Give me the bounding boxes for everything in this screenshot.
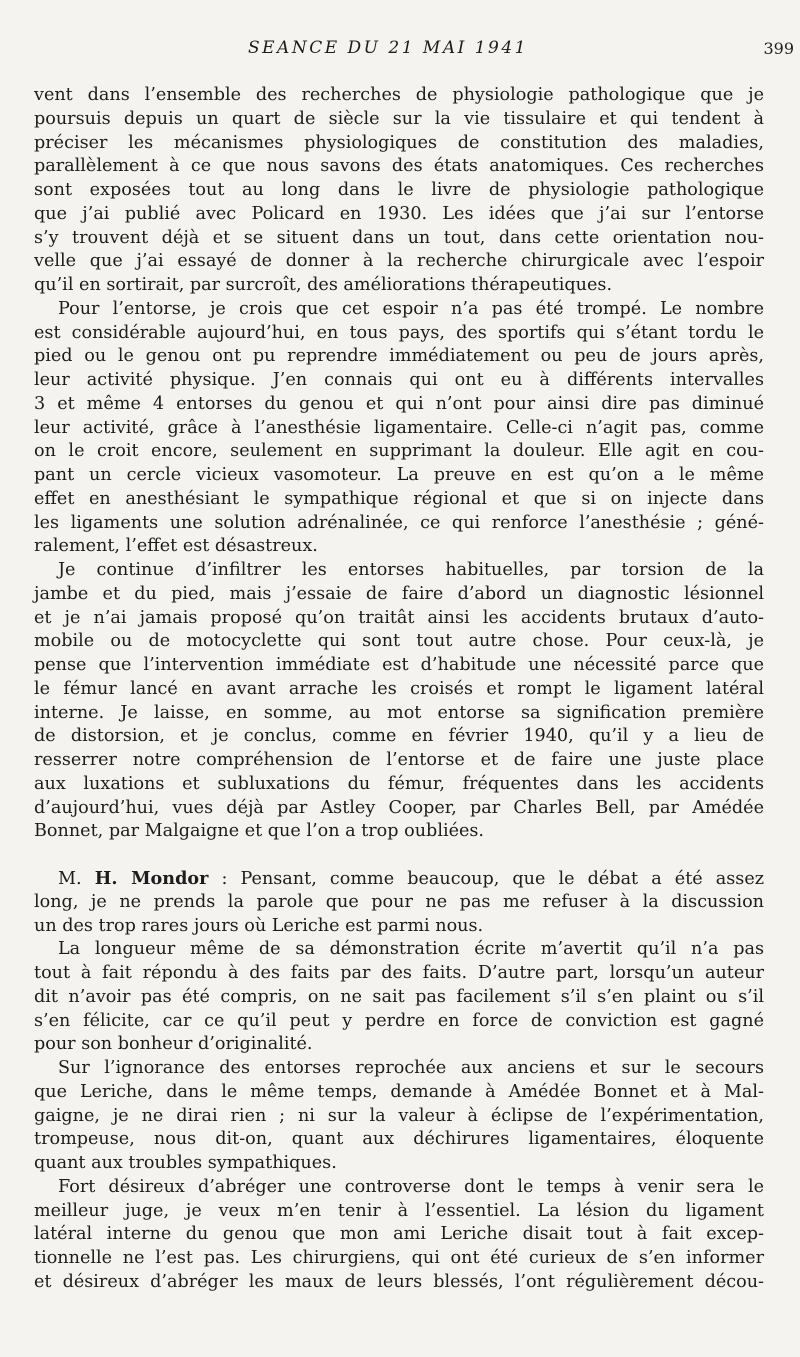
text-line: long, je ne prends la parole que pour ne pas me refuser à la discussion (34, 891, 764, 912)
paragraph-entorse-espoir (34, 298, 764, 559)
text-line: meilleur juge, je veux m’en tenir à l’essentiel. La lésion du ligament (34, 1200, 764, 1221)
text-line: un des trop rares jours où Leriche est parmi nous. (34, 915, 484, 936)
speaker-prefix: M. (58, 869, 95, 889)
page-number: 399 (763, 39, 794, 58)
text-line: effet en anesthésiant le sympathique régional et que si on injecte dans (34, 488, 764, 509)
text-line: pied ou le genou ont pu reprendre immédiatement ou peu de jours après, (34, 346, 764, 367)
text-line: dit n’avoir pas été compris, on ne sait pas facilement s’il s’en plaint ou s’il (34, 986, 764, 1007)
paragraph-controverse (34, 1176, 764, 1295)
text-line: latéral interne du genou que mon ami Leriche disait tout à fait excep- (34, 1224, 764, 1245)
text-line: mobile ou de motocyclette qui sont tout autre chose. Pour ceux-là, je (34, 631, 764, 652)
paragraph-leriche-continuation (34, 84, 764, 298)
text-line (34, 867, 764, 891)
text-line: pense que l’intervention immédiate est d’habitude une nécessité parce que (34, 655, 764, 675)
text-line: tionnelle ne l’est pas. Les chirurgiens, qui ont été curieux de s’en informer (34, 1248, 764, 1268)
running-head (0, 38, 800, 62)
text-line: on le croit encore, seulement en supprimant la douleur. Elle agit en cou- (34, 441, 764, 462)
paragraph-infiltration (34, 559, 764, 844)
running-title: SEANCE DU 21 MAI 1941 (248, 38, 528, 58)
text-line: d’aujourd’hui, vues déjà par Astley Cooper, par Charles Bell, par Amédée (34, 797, 764, 818)
text-line: velle que j’ai essayé de donner à la recherche chirurgicale avec l’espoir (34, 251, 764, 272)
text-line: pour son bonheur d’originalité. (34, 1034, 313, 1055)
text-line: pant un cercle vicieux vasomoteur. La preuve en est qu’on a le même (34, 465, 764, 485)
text-line: et je n’ai jamais proposé qu’on traitât ainsi les accidents brutaux d’auto- (34, 607, 764, 628)
text-line: Fort désireux d’abréger une controverse dont le temps à venir sera le (58, 1176, 764, 1197)
text-line: interne. Je laisse, en somme, au mot entorse sa signification première (34, 702, 764, 723)
text-line: le fémur lancé en avant arrache les croisés et rompt le ligament latéral (34, 678, 764, 699)
text-line: poursuis depuis un quart de siècle sur la vie tissulaire et qui tendent à (34, 108, 764, 129)
text-line: leur activité physique. J’en connais qui ont eu à différents intervalles (34, 370, 764, 390)
text-line: sont exposées tout au long dans le livre de physiologie pathologique (34, 180, 764, 200)
speaker-line-rest: : Pensant, comme beaucoup, que le débat a été assez (208, 869, 764, 889)
text-line: qu’il en sortirait, par surcroît, des améliorations thérapeutiques. (34, 275, 613, 295)
text-line: de distorsion, et je conclus, comme en février 1940, qu’il y a lieu de (34, 726, 764, 747)
text-line: 3 et même 4 entorses du genou et qui n’ont pour ainsi dire pas diminué (34, 393, 764, 414)
paragraph-longueur (34, 938, 764, 1057)
text-line: parallèlement à ce que nous savons des états anatomiques. Ces recherches (34, 156, 764, 177)
text-line: préciser les mécanismes physiologiques de constitution des maladies, (34, 132, 764, 153)
text-line: et désireux d’abréger les maux de leurs blessés, l’ont régulièrement décou- (34, 1271, 764, 1292)
text-line: resserrer notre compréhension de l’entorse et de faire une juste place (34, 750, 764, 770)
text-line: tout à fait répondu à des faits par des faits. D’autre part, lorsqu’un auteur (34, 963, 764, 983)
text-line: Pour l’entorse, je crois que cet espoir n’a pas été trompé. Le nombre (58, 298, 764, 319)
paragraph-ignorance (34, 1057, 764, 1176)
text-line: Je continue d’infiltrer les entorses habituelles, par torsion de la (58, 560, 764, 580)
text-line: que Leriche, dans le même temps, demande à Amédée Bonnet et à Mal- (34, 1081, 764, 1102)
text-line: trompeuse, nous dit-on, quant aux déchirures ligamentaires, éloquente (34, 1129, 764, 1150)
text-line: ralement, l’effet est désastreux. (34, 536, 318, 557)
text-line: aux luxations et subluxations du fémur, fréquentes dans les accidents (34, 773, 764, 794)
text-line: gaigne, je ne dirai rien ; ni sur la valeur à éclipse de l’expérimentation, (34, 1105, 764, 1126)
text-line: vent dans l’ensemble des recherches de physiologie pathologique que je (34, 85, 764, 105)
text-line: jambe et du pied, mais j’essaie de faire d’abord un diagnostic lésionnel (34, 583, 764, 604)
speaker-name: H. Mondor (94, 868, 209, 889)
text-line: La longueur même de sa démonstration écrite m’avertit qu’il n’a pas (58, 939, 764, 960)
text-line: Bonnet, par Malgaigne et que l’on a trop oubliées. (34, 821, 485, 842)
paragraph-mondor-intro (34, 867, 764, 938)
section-gap (34, 844, 764, 867)
text-line: s’en félicite, car ce qu’il peut y perdre en force de conviction est gagné (34, 1010, 764, 1031)
body-text (34, 84, 764, 1295)
text-line: leur activité, grâce à l’anesthésie ligamentaire. Celle-ci n’agit pas, comme (34, 417, 764, 438)
text-line: que j’ai publié avec Policard en 1930. Les idées que j’ai sur l’entorse (34, 203, 764, 224)
text-line: est considérable aujourd’hui, en tous pays, des sportifs qui s’étant tordu le (34, 322, 764, 343)
text-line: quant aux troubles sympathiques. (34, 1153, 337, 1173)
text-line: s’y trouvent déjà et se situent dans un tout, dans cette orientation nou- (34, 227, 764, 248)
text-line: les ligaments une solution adrénalinée, ce qui renforce l’anesthésie ; géné- (34, 512, 764, 533)
text-line: Sur l’ignorance des entorses reprochée aux anciens et sur le secours (58, 1058, 764, 1078)
